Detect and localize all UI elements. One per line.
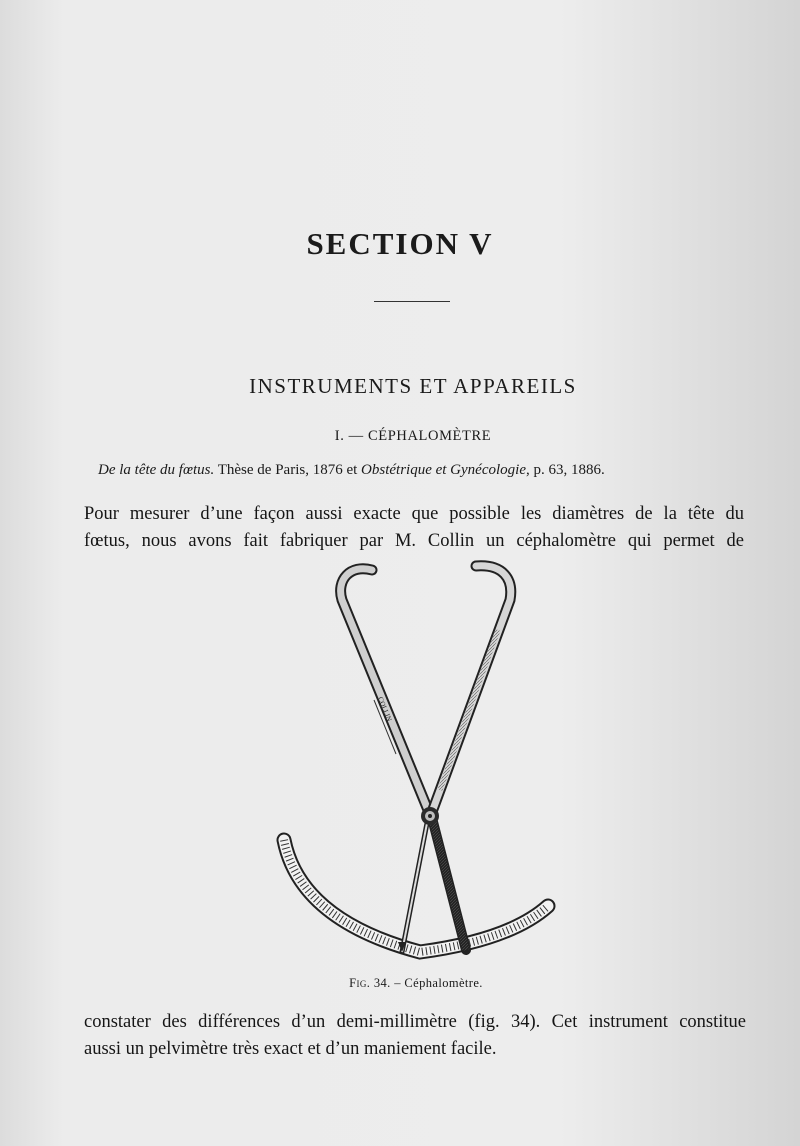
subsection-heading: I. — CÉPHALOMÈTRE [334, 428, 492, 444]
graduated-scale-arc [284, 840, 548, 952]
engraved-maker-mark: COLLIN [376, 695, 394, 723]
chapter-heading: INSTRUMENTS ET APPAREILS [249, 374, 577, 398]
pivot-screw [421, 807, 439, 825]
cephalometer-illustration [270, 560, 570, 970]
reference-title: De la tête du fœtus. [98, 462, 215, 478]
figure-number: Fig. 34. [349, 976, 391, 990]
paragraph-1-line-1: Pour mesurer d’une façon aussi exacte que possible les diamètres de la tête du [84, 504, 744, 524]
section-title: SECTION V [306, 226, 494, 261]
reference-journal: Obstétrique et Gynécologie [361, 462, 526, 478]
right-caliper-arm [432, 566, 511, 812]
title-divider [374, 301, 450, 302]
figure-caption [0, 976, 800, 991]
figure-title: – Céphalomètre. [390, 976, 483, 990]
paragraph-2-line-2: aussi un pelvimètre très exact et d’un maniement facile. [84, 1039, 497, 1059]
paragraph-1 [84, 501, 744, 555]
bibliographic-reference [98, 462, 738, 479]
indicator-pointers [398, 818, 466, 952]
paragraph-1-line-2: fœtus, nous avons fait fabriquer par M. Collin un céphalomètre qui permet de [84, 531, 744, 551]
reference-text-2: , p. 63, 1886. [525, 462, 605, 478]
reference-text-1: Thèse de Paris, 1876 et [214, 462, 362, 478]
left-caliper-arm [341, 569, 428, 810]
paragraph-2-line-1: constater des différences d’un demi-millimètre (fig. 34). Cet instrument constitue [84, 1012, 746, 1032]
paragraph-2 [84, 1009, 746, 1063]
